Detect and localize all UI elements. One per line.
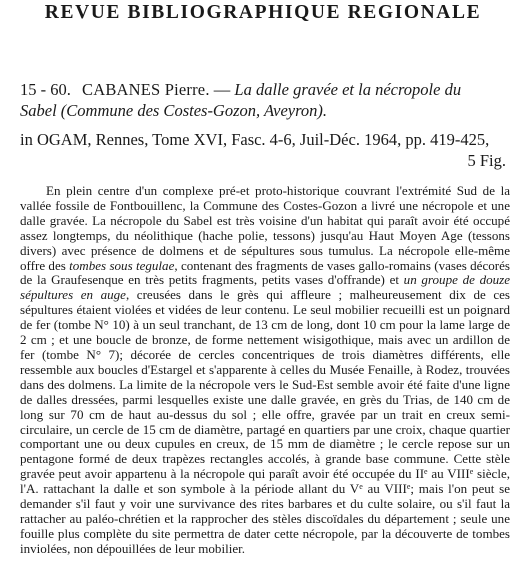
page-header: REVUE BIBLIOGRAPHIQUE REGIONALE bbox=[44, 2, 482, 23]
entry-author: CABANES Pierre. bbox=[82, 80, 210, 99]
abstract-text-4: au VIII bbox=[427, 466, 470, 482]
abstract-italic-1: tombes sous tegulae bbox=[69, 257, 175, 273]
superscript-e: e bbox=[424, 467, 428, 477]
entry-figures: 5 Fig. bbox=[467, 151, 506, 170]
superscript-e: e bbox=[359, 482, 363, 492]
superscript-e: e bbox=[406, 482, 411, 492]
abstract-italic-2: un groupe de douze sépultures en auge bbox=[20, 272, 511, 303]
abstract-text-1: En plein centre d'un complexe pré-et proto-historique couvrant l'extrémité Sud de la vallée fossile de Fontbouillenc, la Commune des Costes-Gozon a livré une nécropole et une dalle gravée. La nécropole du Sabel est très voisine d'un habitat qui paraît avoir été occupé assez longtemps, du néolithique (hache polie, tessons) jusqu'au Haut Moyen Age (tessons divers) avec présence de dolmens et de sépultures sous tumulus. La nécropole elle-même offre des bbox=[20, 183, 510, 273]
entry-title-part2: Sabel (Commune des Costes-Gozon, Aveyron). bbox=[20, 101, 328, 120]
abstract-text-6: au VIII bbox=[362, 481, 407, 497]
entry-dash: — bbox=[209, 80, 235, 99]
abstract-text-5: siècle, l'A. rattachant la dalle et son symbole à la période allant du V bbox=[20, 466, 511, 497]
entry-heading bbox=[20, 79, 510, 100]
entry-title-part1: La dalle gravée et la nécropole du bbox=[234, 80, 462, 99]
superscript-e: e bbox=[469, 467, 474, 477]
abstract-paragraph bbox=[20, 184, 510, 557]
abstract-text-7: ; mais l'on peut se demander s'il faut y voir une survivance des rites barbares et du culte solaire, ou s'il faut la rattacher au paléo-chrétien et la rapprocher des stèles discoïdales du département ; seule une fouille plus complète du site permettra de dater cette nécropole, par la découverte de tombes inviolées, non dépouillées de leur mobilier. bbox=[20, 481, 511, 556]
entry-number: 15 - 60. bbox=[20, 80, 71, 99]
abstract-text-3: , creusées dans le grès qui affleure ; malheureusement dix de ces sépultures étaient violées et vidées de leur contenu. Le seul mobilier recueilli est un poignard de fer (tombe N° 10) à un seul tranchant, de 13 cm de long, dont 10 cm pour la lame large de 2 cm ; et une boucle de bronze, de forme nettement wisigothique, mais avec un ardillon de fer (tombe N° 7); décorée de cercles concentriques de trois diamètres différents, elle ressemble aux boucles d'Estargel et s'apparente à celles du Musée Fenaille, à Rodez, trouvées dans des dolmens. La limite de la nécropole vers le Sud-Est semble avoir été faite d'une ligne de dalles dressées, parmi lesquelles existe une dalle gravée, en grès du Trias, de 140 cm de long sur 70 cm de haut au-dessus du sol ; elle offre, gravée par un trait en creux semi-circulaire, un cercle de 15 cm de diamètre, partagé en quartiers par une croix, chaque quartier comportant une ou deux cupules en creux, de 15 mm de diamètre ; le cercle repose sur un pentagone formé de deux trapèzes rectangles accolés, à grande base commune. Cette stèle gravée peut avoir appartenu à la nécropole qui paraît avoir été occupée du II bbox=[20, 287, 510, 482]
abstract-text-2: , contenant des fragments de vases gallo-romains (vases décorés de la Graufesenque en très petits fragments, petits vases d'offrande) et bbox=[20, 257, 510, 288]
abstract-body bbox=[20, 184, 510, 557]
entry-citation: in OGAM, Rennes, Tome XVI, Fasc. 4-6, Juil-Déc. 1964, pp. 419-425, bbox=[20, 130, 490, 149]
